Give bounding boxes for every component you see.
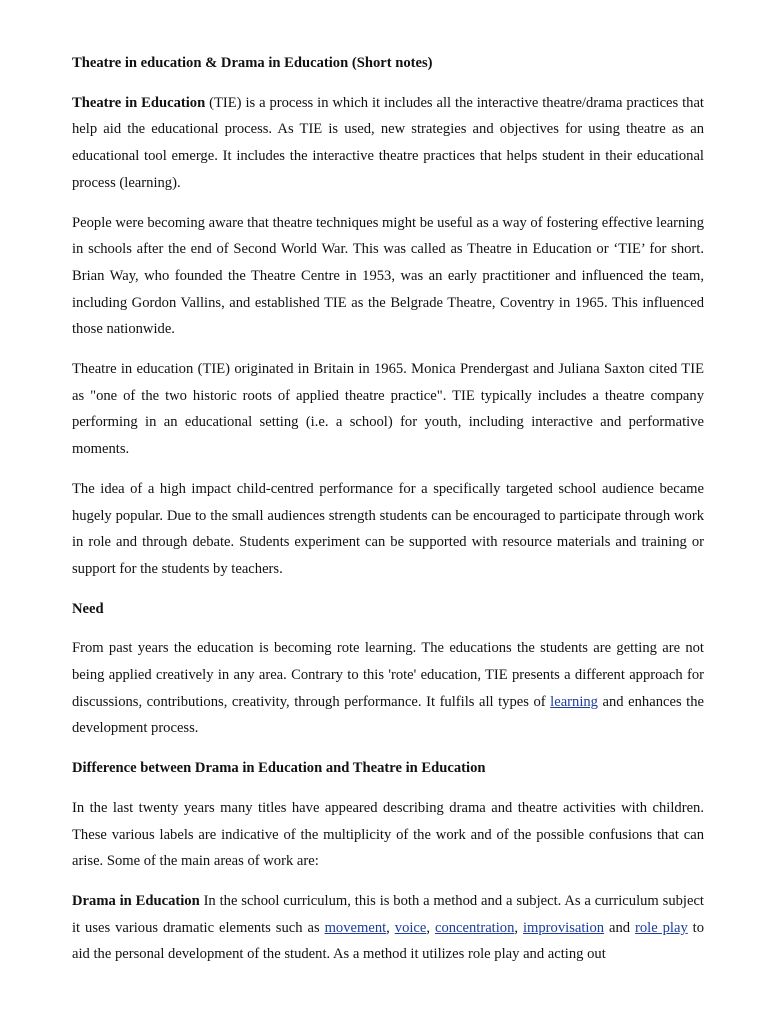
paragraph-text: From past years the education is becoming rote learning. The educations the students are getting are not being applied creatively in any area. Contrary to this 'rote' education, TIE presents a different approach for discussions, contributions, creativity, through performance. It fulfils all types of xyxy=(72,640,704,710)
paragraph-drama-in-education xyxy=(72,888,704,968)
link-voice[interactable]: voice xyxy=(394,919,427,936)
paragraph-need xyxy=(72,635,704,742)
paragraph-text: and xyxy=(604,919,635,936)
link-concentration[interactable]: concentration xyxy=(434,919,515,936)
link-movement[interactable]: movement xyxy=(324,919,387,936)
link-improvisation[interactable]: improvisation xyxy=(522,919,605,936)
heading-difference: Difference between Drama in Education and Theatre in Education xyxy=(72,760,486,777)
paragraph-tie-definition xyxy=(72,90,704,197)
paragraph-text: (TIE) is a process in which it includes all the interactive theatre/drama practices that help aid the educational process. As TIE is used, new strategies and objectives for using theatre as an educational tool emerge. It includes the interactive theatre practices that helps student in their educational process (learning). xyxy=(72,94,704,191)
document-title: Theatre in education & Drama in Education (Short notes) xyxy=(72,55,433,71)
link-learning[interactable]: learning xyxy=(550,693,598,710)
link-role-play[interactable]: role play xyxy=(635,919,688,936)
paragraph-text: and enhances the development process. xyxy=(72,693,704,737)
paragraph-tie-popularity: The idea of a high impact child-centred performance for a specifically targeted school audience became hugely popular. Due to the small audiences strength students can be encouraged to participate through work in role and through debate. Students experiment can be supported with resource materials and training or support for the students by teachers. xyxy=(72,480,704,577)
separator: , xyxy=(426,919,435,936)
paragraph-text: In the school curriculum, this is both a method and a subject. As a curriculum subject it uses various dramatic elements such as xyxy=(72,892,704,936)
term-theatre-in-education: Theatre in Education xyxy=(72,94,206,111)
heading-need: Need xyxy=(72,600,104,617)
separator: , xyxy=(514,919,523,936)
term-drama-in-education: Drama in Education xyxy=(72,892,200,909)
paragraph-tie-origin: Theatre in education (TIE) originated in Britain in 1965. Monica Prendergast and Juliana Saxton cited TIE as "one of the two historic roots of applied theatre practice". TIE typically includes a theatre company performing in an educational setting (i.e. a school) for youth, including interactive and performative moments. xyxy=(72,361,704,458)
document-page xyxy=(72,50,704,981)
paragraph-tie-history: People were becoming aware that theatre techniques might be useful as a way of fostering effective learning in schools after the end of Second World War. This was called as Theatre in Education or ‘TIE’ for short. Brian Way, who founded the Theatre Centre in 1953, was an early practitioner and influenced the team, including Gordon Vallins, and established TIE as the Belgrade Theatre, Coventry in 1965. This influenced those nationwide. xyxy=(72,214,704,338)
paragraph-difference-intro: In the last twenty years many titles have appeared describing drama and theatre activities with children. These various labels are indicative of the multiplicity of the work and of the possible confusions that can arise. Some of the main areas of work are: xyxy=(72,799,704,870)
paragraph-text: to aid the personal development of the student. As a method it utilizes role play and acting out xyxy=(72,919,705,963)
separator: , xyxy=(386,919,395,936)
